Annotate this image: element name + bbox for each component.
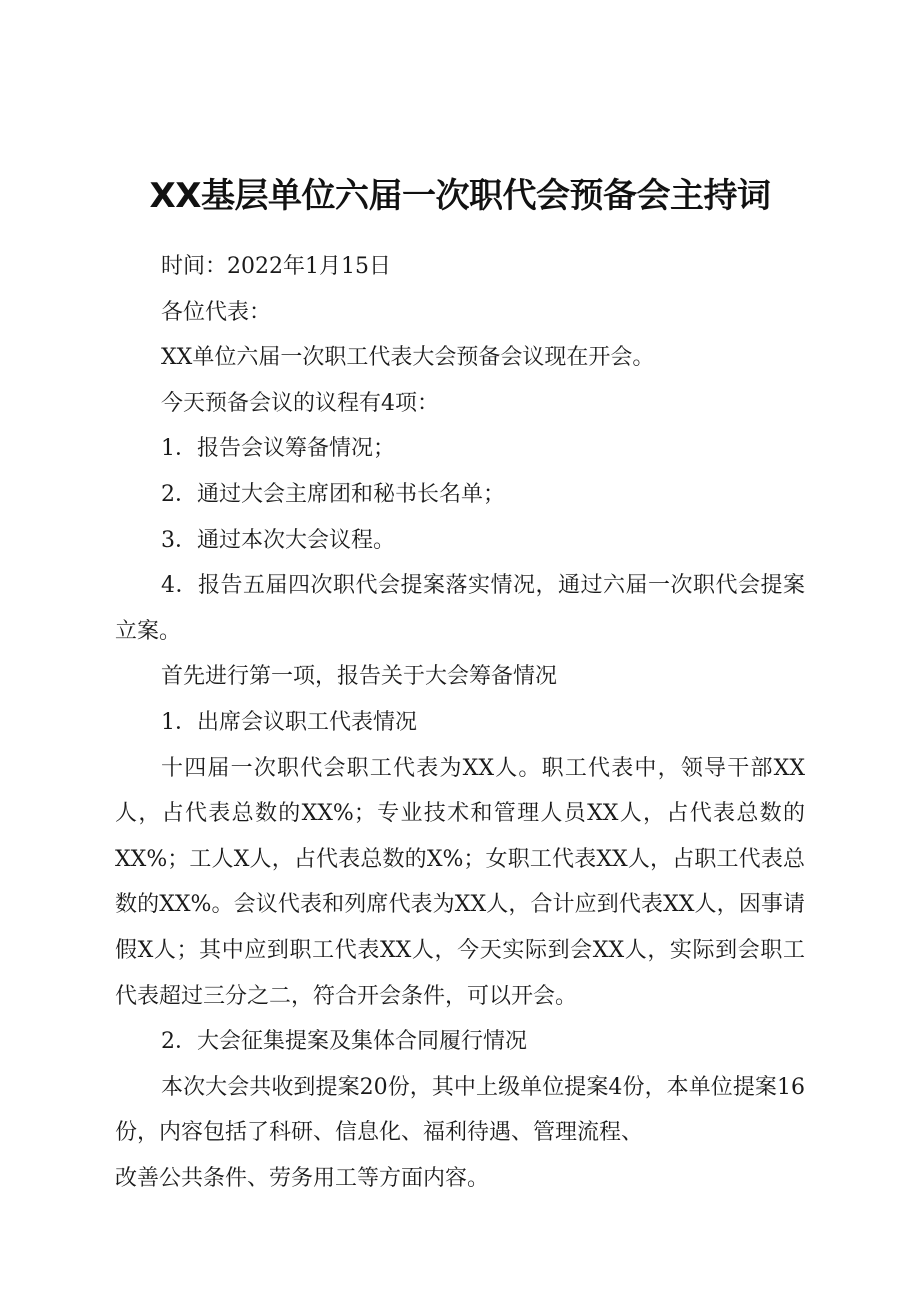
- meeting-time: 时间：2022年1月15日: [161, 254, 391, 279]
- agenda-intro: 今天预备会议的议程有4项：: [161, 390, 439, 416]
- section-heading-attendance: 1．出席会议职工代表情况: [161, 709, 417, 735]
- agenda-item-4: 4．报告五届四次职代会提案落实情况，通过六届一次职代会提案立案。: [115, 573, 805, 644]
- attendance-details: 十四届一次职代会职工代表为XX人。职工代表中，领导干部XX人，占代表总数的XX%；专业技术和管理人员XX人，占代表总数的XX%；工人X人，占代表总数的X%；女职工代表XX人，占职工代表总数的XX%。会议代表和列席代表为XX人，合计应到代表XX人，因事请假X人；其中应到职工代表XX人，今天实际到会XX人，实际到会职工代表超过三分之二，符合开会条件，可以开会。: [115, 755, 805, 1009]
- first-item-heading: 首先进行第一项，报告关于大会筹备情况: [161, 664, 558, 690]
- proposals-details: 本次大会共收到提案20份，其中上级单位提案4份，本单位提案16份，内容包括了科研、信息化、福利待遇、管理流程、: [115, 1074, 805, 1146]
- section-heading-proposals: 2．大会征集提案及集体合同履行情况: [161, 1029, 527, 1055]
- agenda-item-3: 3．通过本次大会议程。: [161, 527, 395, 553]
- opening-statement: XX单位六届一次职工代表大会预备会议现在开会。: [161, 345, 655, 371]
- salutation: 各位代表：: [161, 299, 272, 325]
- proposals-details-continued: 改善公共条件、劳务用工等方面内容。: [115, 1165, 490, 1191]
- agenda-item-1: 1．报告会议筹备情况；: [161, 436, 395, 462]
- document-title: XX基层单位六届一次职代会预备会主持词: [149, 176, 771, 216]
- agenda-item-2: 2．通过大会主席团和秘书长名单；: [161, 481, 505, 507]
- document-body: [115, 244, 805, 1201]
